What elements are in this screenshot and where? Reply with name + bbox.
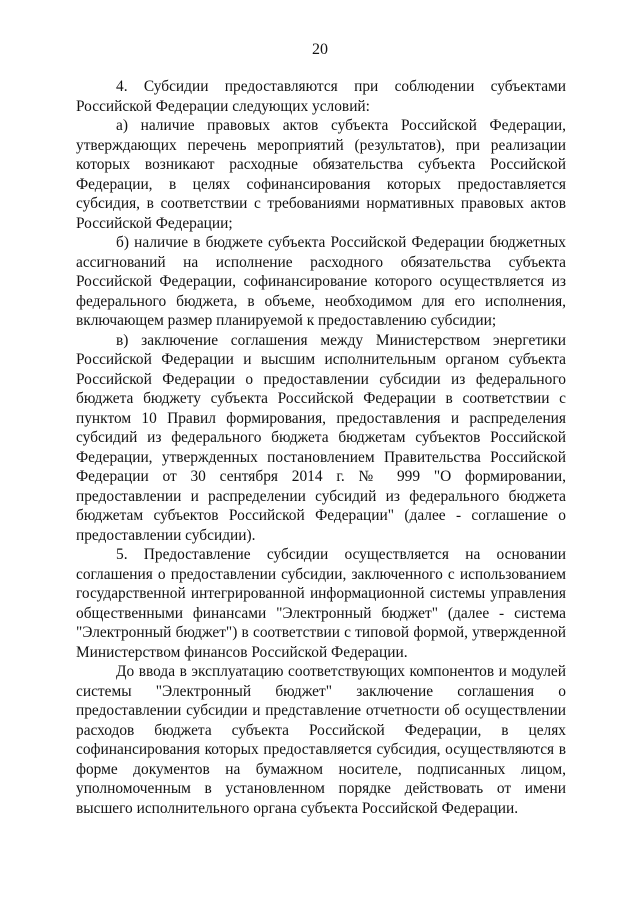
document-body — [76, 77, 566, 818]
paragraph-item-4: 4. Субсидии предоставляются при соблюдении субъектами Российской Федерации следующих условий: — [76, 78, 566, 115]
paragraph-subitem-b: б) наличие в бюджете субъекта Российской Федерации бюджетных ассигнований на исполнение расходного обязательства субъекта Российской Федерации, софинансирование которого осуществляется из федерального бюджета, в объеме, необходимом для его исполнения, включающем размер планируемой к предоставлению субсидии; — [76, 234, 566, 329]
paragraph-subitem-v: в) заключение соглашения между Министерством энергетики Российской Федерации и высшим исполнительным органом субъекта Российской Федерации о предоставлении субсидии из федерального бюджета бюджету субъекта Российской Федерации в соответствии с пунктом 10 Правил формирования, предоставления и распределения субсидий из федерального бюджета бюджетам субъектов Российской Федерации, утвержденных постановлением Правительства Российской Федерации от 30 сентября 2014 г. № 999 "О формировании, предоставлении и распределении субсидий из федерального бюджета бюджетам субъектов Российской Федерации" (далее - соглашение о предоставлении субсидии). — [76, 331, 566, 544]
paragraph-transition-note: До ввода в эксплуатацию соответствующих компонентов и модулей системы "Электронный бюджет" заключение соглашения о предоставлении субсидии и представление отчетности об осуществлении расходов бюджета субъекта Российской Федерации, в целях софинансирования которых предоставляется субсидия, осуществляются в форме документов на бумажном носителе, подписанных лицом, уполномоченным в установленном порядке действовать от имени высшего исполнительного органа субъекта Российской Федерации. — [76, 663, 566, 817]
paragraph-item-5: 5. Предоставление субсидии осуществляется на основании соглашения о предоставлении субсидии, заключенного с использованием государственной интегрированной информационной системы управления общественными финансами "Электронный бюджет" (далее - система "Электронный бюджет") в соответствии с типовой формой, утвержденной Министерством финансов Российской Федерации. — [76, 546, 566, 661]
paragraph-subitem-a: а) наличие правовых актов субъекта Российской Федерации, утверждающих перечень мероприятий (результатов), при реализации которых возникают расходные обязательства субъекта Российской Федерации, в целях софинансирования которых предоставляется субсидия, в соответствии с требованиями нормативных правовых актов Российской Федерации; — [76, 117, 566, 232]
page-number: 20 — [312, 41, 328, 58]
